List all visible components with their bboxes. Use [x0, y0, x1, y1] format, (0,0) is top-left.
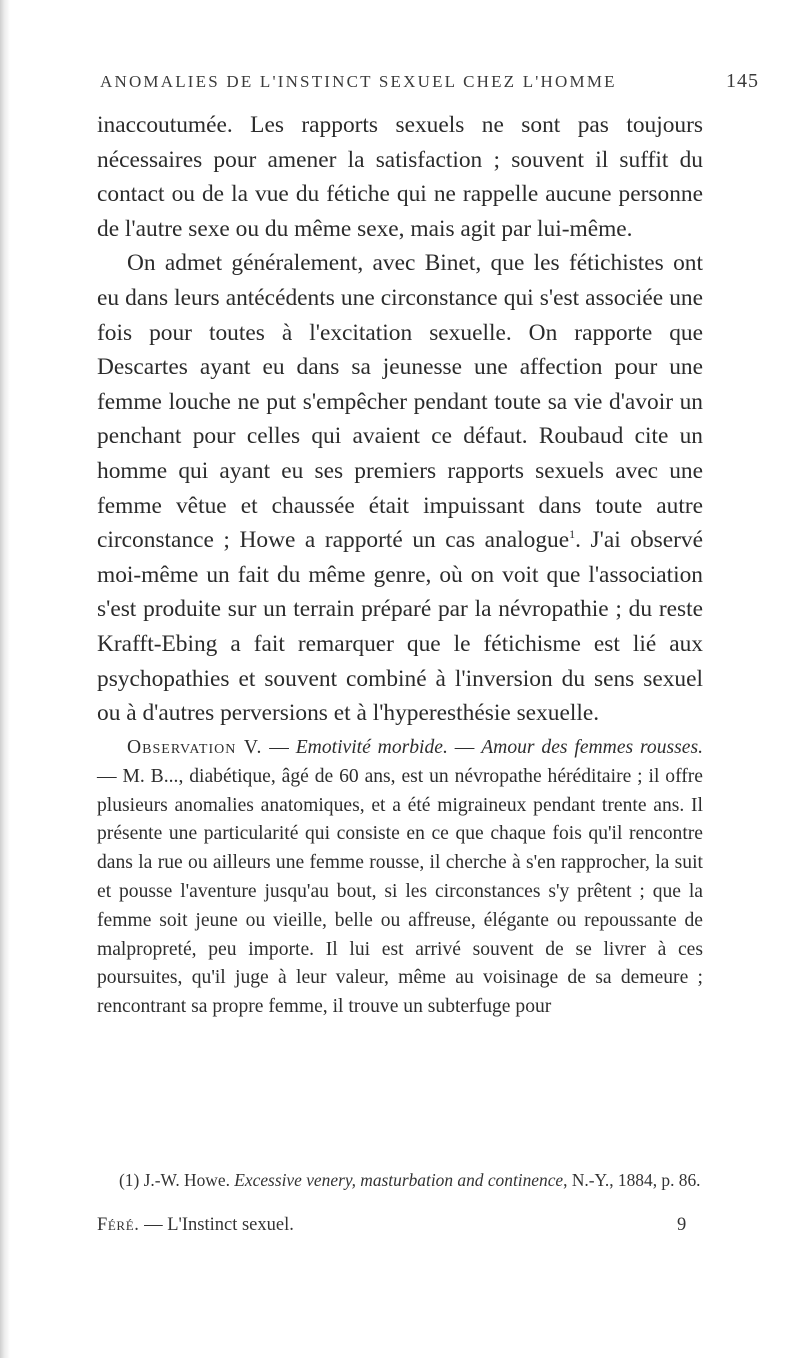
observation-text: — M. B..., diabétique, âgé de 60 ans, est un névropathe héréditaire ; il offre plusieurs anomalies anatomiques, et a été migraineux pendant trente ans. Il présente une particularité qui consiste en ce que chaque fois qu'il rencontre dans la rue ou ailleurs une femme rousse, il cherche à s'en rapprocher, la suit et pousse l'aventure jusqu'au bout, si les circonstances s'y prêtent ; que la femme soit jeune ou vieille, belle ou affreuse, élégante ou repoussante de malpropreté, peu importe. Il lui est arrivé souvent de se livrer à ces poursuites, qu'il juge à leur valeur, même au voisinage de sa demeure ; rencontrant sa propre femme, il trouve un subterfuge pour — [97, 765, 703, 1018]
footnote-place: , N.-Y., 1884, p. 86. — [563, 1170, 701, 1190]
printer-signature — [97, 1215, 703, 1236]
footnote-author: J.-W. Howe. — [139, 1170, 235, 1190]
footnote-text — [97, 1168, 707, 1192]
page-number: 145 — [726, 70, 759, 92]
footnote-reference: 1 — [569, 527, 576, 542]
signature-sheet-number: 9 — [677, 1215, 687, 1235]
paragraph-text-part: On admet généralement, avec Binet, que les fétichistes ont eu dans leurs antécédents une circonstance qui s'est associée une fois pour toutes à l'excitation sexuelle. On rapporte que Descartes ayant eu dans sa jeunesse une affection pour une femme louche ne put s'empêcher pendant toute sa vie d'avoir un penchant pour celles qui avaient ce défaut. Roubaud cite un homme qui ayant eu ses premiers rapports sexuels avec une femme vêtue et chaussée était impuissant dans toute autre circonstance ; Howe a rapporté un cas analogue — [97, 250, 703, 554]
main-text — [97, 108, 703, 731]
paragraph-text-part: . J'ai observé moi-même un fait du même genre, où on voit que l'association s'est produite sur un terrain préparé par la névropathie ; du reste Krafft-Ebing a fait remarquer que le fétichisme est lié aux psychopathies et souvent combiné à l'inversion du sens sexuel ou à d'autres perversions et à l'hyperesthésie sexuelle. — [97, 527, 704, 727]
observation-label: Observation V. — [127, 737, 263, 758]
observation-dash: — — [262, 737, 296, 758]
observation-paragraph — [97, 734, 703, 1022]
signature-dash: — — [139, 1215, 168, 1235]
observation-title: Emotivité morbide. — [295, 737, 448, 758]
signature-author: Féré. — [97, 1215, 140, 1235]
observation-subtitle: Amour des femmes rousses. — [481, 737, 703, 758]
paragraph-continued: inaccoutumée. Les rapports sexuels ne sont pas toujours nécessaires pour amener la satisfaction ; souvent il suffit du contact ou de la vue du fétiche qui ne rappelle aucune personne de l'autre sexe ou du même sexe, mais agit par lui-même. — [97, 112, 703, 242]
footnote-marker: (1) — [119, 1170, 140, 1190]
signature-book: L'Instinct sexuel. — [167, 1215, 294, 1235]
footnote-title: Excessive venery, masturbation and continence — [234, 1170, 564, 1190]
observation-dash: — — [447, 737, 482, 758]
page-spine-shadow — [0, 0, 10, 1358]
running-head: ANOMALIES DE L'INSTINCT SEXUEL CHEZ L'HOMME — [100, 72, 617, 91]
signature-left — [97, 1215, 294, 1235]
footnote — [97, 1168, 707, 1192]
observation-block — [97, 734, 703, 1022]
paragraph-fetishism — [97, 246, 703, 730]
